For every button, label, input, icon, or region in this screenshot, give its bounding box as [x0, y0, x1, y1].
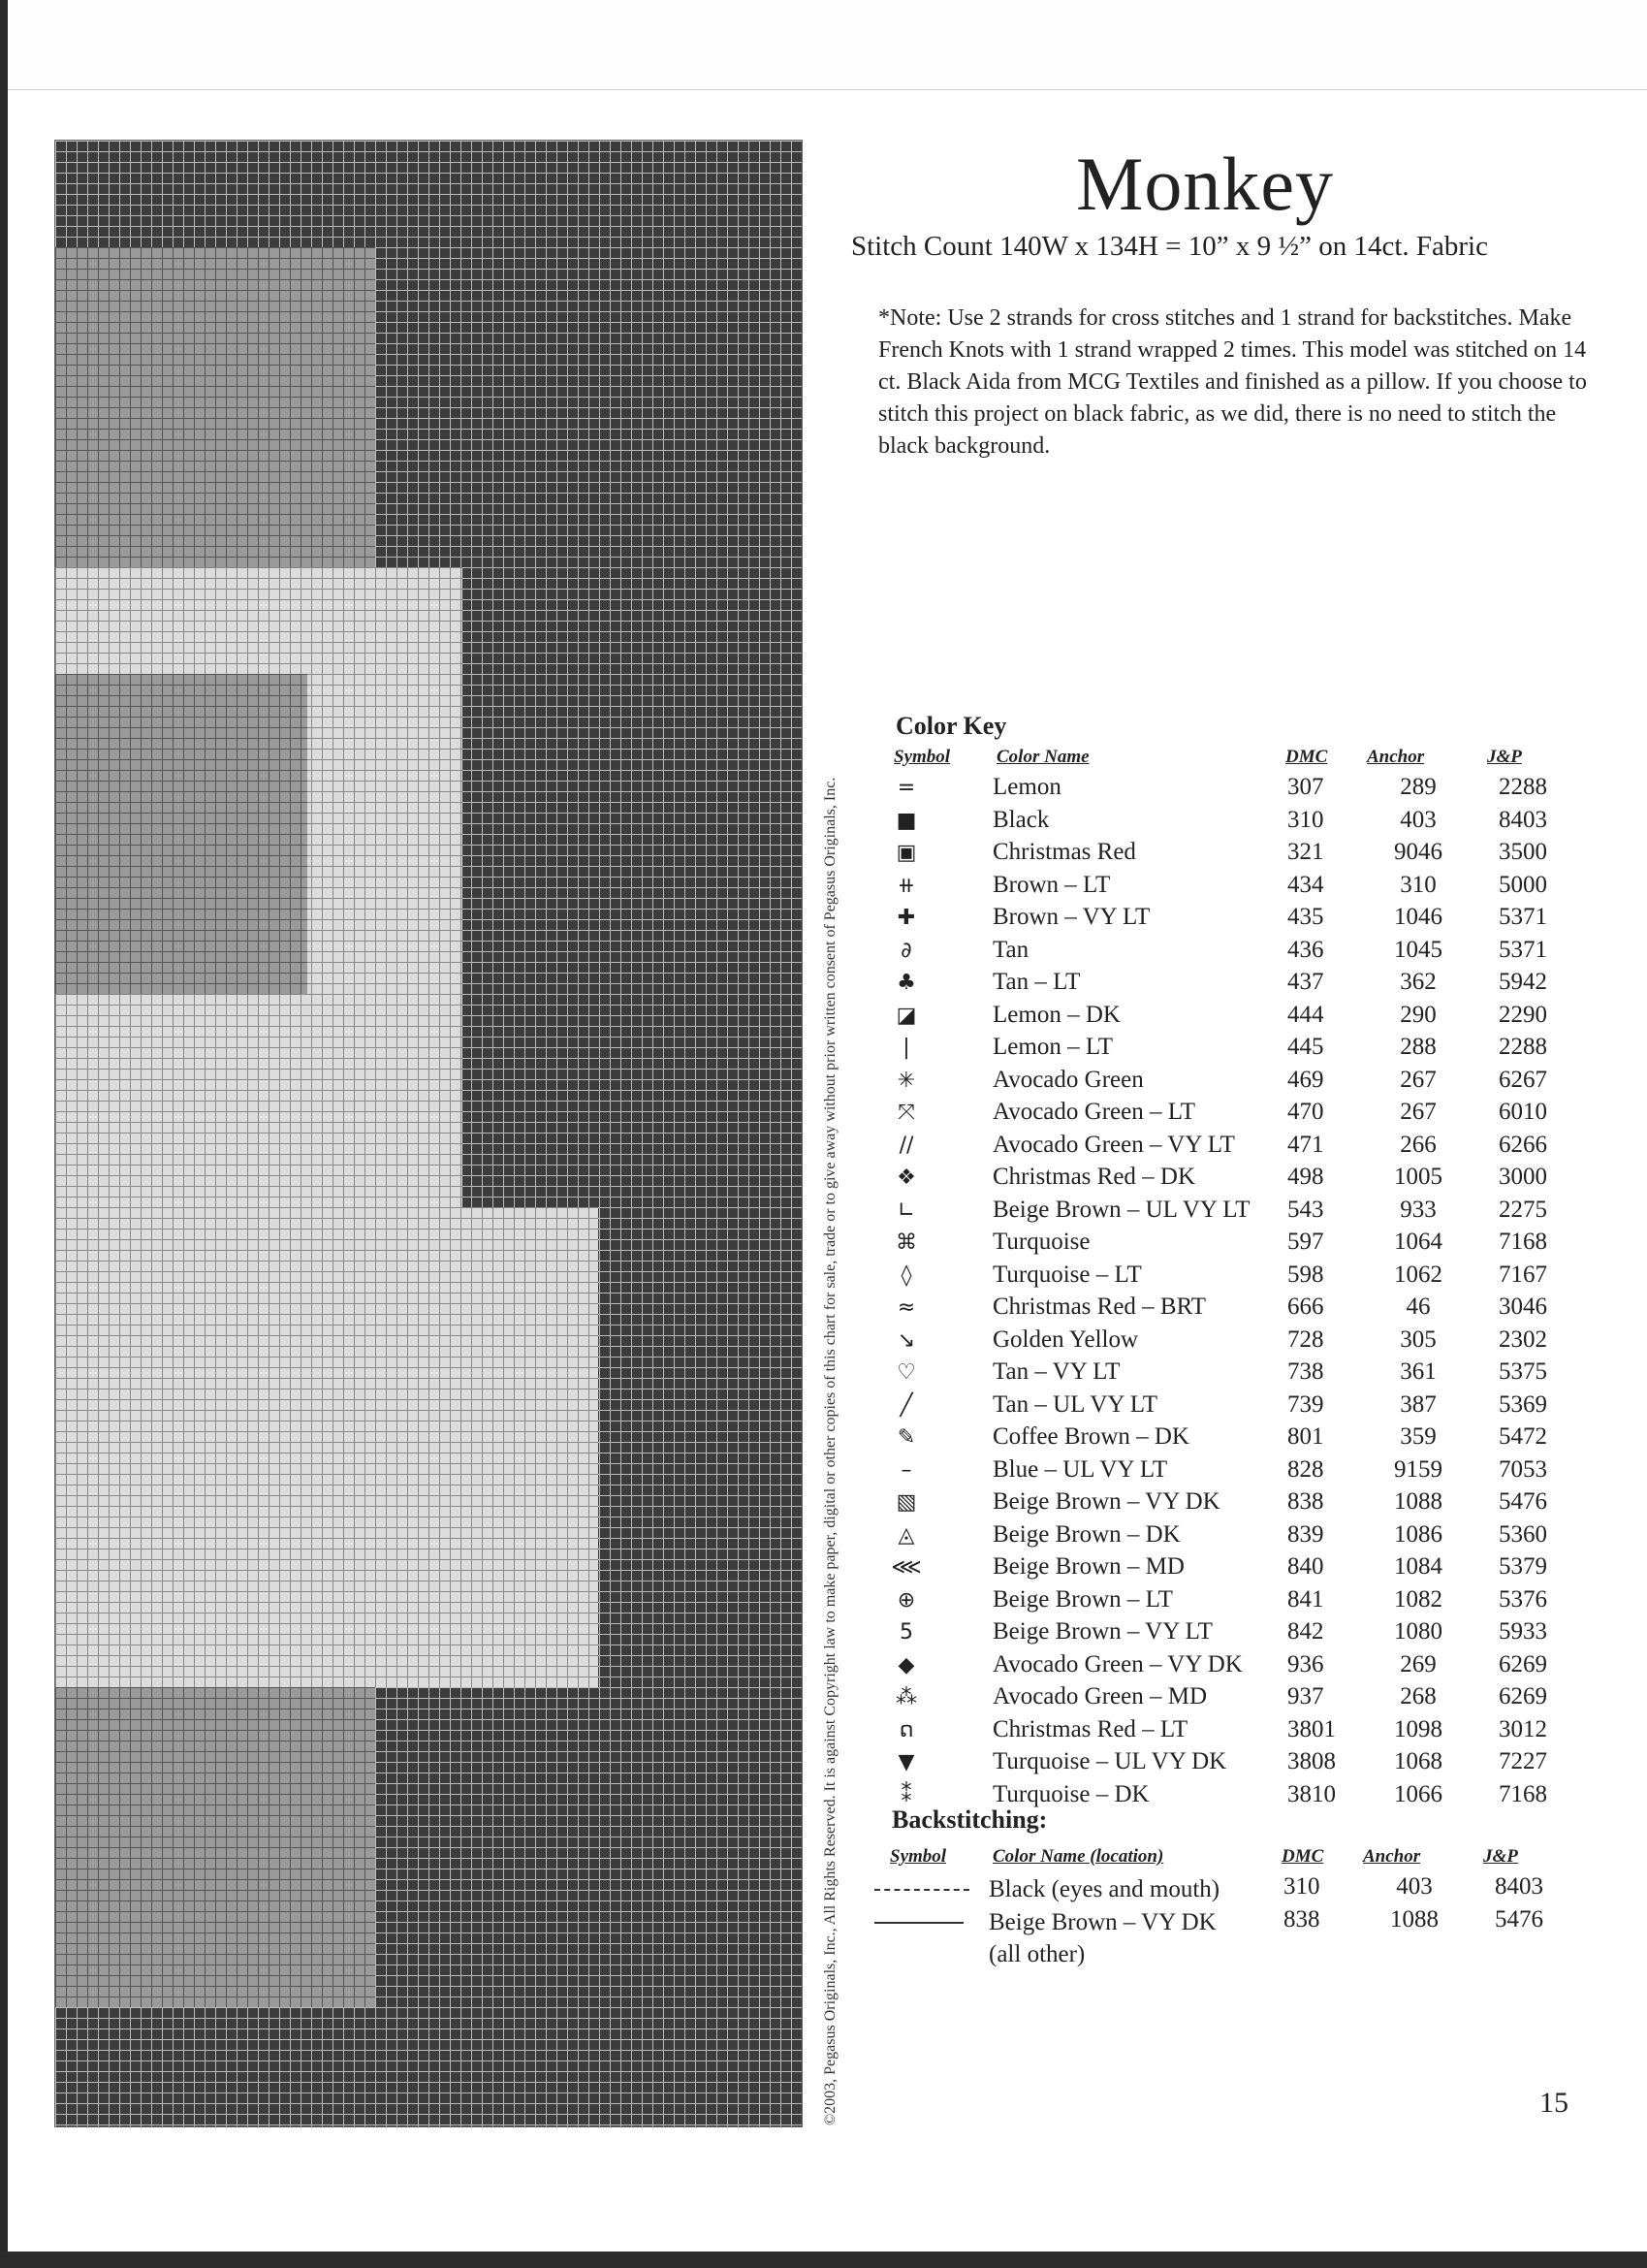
color-symbol-icon: ▣ [896, 841, 917, 865]
anchor-number: 269 [1400, 1650, 1437, 1677]
page-title: Monkey [1076, 142, 1334, 226]
copyright-notice: ©2003, Pegasus Originals, Inc., All Rights Reserved. It is against Copyright law to make paper, digital or other copies of this chart for sale, trade or to give away without prior written consent of Pegasus Originals, Inc. [822, 777, 839, 2125]
color-symbol-icon: ♡ [897, 1360, 916, 1385]
anchor-number: 310 [1400, 871, 1437, 898]
chart-arm-area [55, 1207, 598, 1687]
color-key-row [872, 807, 1570, 840]
color-name: Christmas Red – LT [993, 1715, 1188, 1742]
anchor-number: 359 [1400, 1423, 1437, 1450]
anchor-number: 362 [1400, 969, 1437, 995]
anchor-number: 289 [1400, 774, 1437, 800]
page-top-edge [0, 0, 1647, 90]
color-name: Beige Brown – MD [993, 1553, 1185, 1580]
color-name: Turquoise [993, 1229, 1091, 1255]
jp-number: 5369 [1499, 1390, 1547, 1418]
dmc-number: 498 [1287, 1164, 1324, 1190]
color-name: Beige Brown – VY LT [993, 1618, 1213, 1645]
color-symbol-icon: ↘ [897, 1327, 916, 1353]
chart-body-upper [55, 247, 375, 567]
color-symbol-icon: ≈ [897, 1295, 916, 1320]
color-symbol-icon: ✳ [897, 1068, 916, 1093]
color-symbol-icon: ◬ [898, 1522, 915, 1548]
dmc-number: 840 [1287, 1553, 1324, 1580]
jp-number: 3500 [1499, 839, 1547, 865]
jp-number: 6269 [1499, 1683, 1547, 1709]
backstitch-name-line1: Beige Brown – VY DK [989, 1909, 1217, 1935]
dmc-number: 936 [1287, 1650, 1324, 1677]
header-color-name: Color Name [997, 747, 1090, 767]
jp-number: 5379 [1499, 1553, 1547, 1580]
dmc-number: 543 [1287, 1196, 1324, 1223]
backstitch-name: Black (eyes and mouth) [989, 1876, 1220, 1902]
color-key-title: Color Key [896, 712, 1007, 740]
bs-header-dmc: DMC [1282, 1846, 1324, 1867]
color-symbol-icon: ▼ [898, 1750, 915, 1774]
dmc-number: 436 [1287, 936, 1324, 963]
jp-number: 2288 [1499, 1034, 1547, 1060]
color-key-row [872, 1164, 1570, 1197]
anchor-number: 288 [1400, 1034, 1437, 1060]
color-symbol-icon: ⌘ [896, 1230, 917, 1255]
color-name: Avocado Green [993, 1066, 1144, 1093]
chart-border-top [55, 141, 802, 247]
jp-number: 6269 [1499, 1650, 1547, 1677]
jp-number: 2290 [1499, 1001, 1547, 1028]
jp-number: 6267 [1499, 1066, 1547, 1093]
dmc-number: 841 [1287, 1585, 1324, 1613]
anchor-number: 1005 [1394, 1164, 1442, 1190]
jp-number: 5360 [1499, 1520, 1547, 1548]
dmc-number: 310 [1287, 806, 1324, 833]
dmc-number: 828 [1287, 1455, 1324, 1483]
anchor-number: 403 [1400, 806, 1437, 833]
anchor-number: 266 [1400, 1131, 1437, 1158]
color-symbol-icon: ⊕ [897, 1587, 916, 1613]
anchor-number: 1086 [1394, 1520, 1442, 1548]
color-key-row [872, 774, 1570, 807]
backstitch-name-line2: (all other) [989, 1941, 1086, 1967]
color-name: Brown – LT [993, 871, 1111, 898]
jp-number: 5472 [1499, 1423, 1547, 1450]
jp-number: 7168 [1499, 1780, 1547, 1807]
color-name: Brown – VY LT [993, 904, 1151, 930]
dmc-number: 739 [1287, 1390, 1324, 1418]
backstitch-anchor: 403 [1396, 1873, 1433, 1900]
dmc-number: 801 [1287, 1423, 1324, 1450]
jp-number: 3012 [1499, 1715, 1547, 1742]
anchor-number: 1064 [1394, 1229, 1442, 1255]
color-name: Coffee Brown – DK [993, 1423, 1189, 1450]
page-binding-edge [0, 0, 8, 2268]
bs-header-anchor: Anchor [1363, 1846, 1421, 1867]
backstitch-row [872, 1906, 1570, 1972]
color-key-row [872, 1456, 1570, 1489]
dmc-number: 307 [1287, 774, 1324, 800]
color-key-row [872, 1683, 1570, 1716]
dmc-number: 839 [1287, 1520, 1324, 1548]
color-key-row [872, 1618, 1570, 1651]
color-name: Christmas Red [993, 839, 1136, 865]
jp-number: 5375 [1499, 1358, 1547, 1385]
anchor-number: 9046 [1394, 839, 1442, 865]
dmc-number: 838 [1287, 1488, 1324, 1515]
anchor-number: 1045 [1394, 936, 1442, 963]
color-symbol-icon: ⁂ [896, 1685, 917, 1709]
dmc-number: 738 [1287, 1358, 1324, 1385]
jp-number: 2288 [1499, 774, 1547, 800]
backstitching-title: Backstitching: [892, 1805, 1048, 1834]
color-key-row [872, 937, 1570, 970]
anchor-number: 1080 [1394, 1618, 1442, 1645]
bs-header-color-name: Color Name (location) [993, 1846, 1164, 1867]
color-key-row [872, 1423, 1570, 1456]
anchor-number: 1062 [1394, 1261, 1442, 1288]
anchor-number: 290 [1400, 1001, 1437, 1028]
color-symbol-icon: ⁑ [901, 1782, 912, 1807]
color-key-row [872, 1034, 1570, 1067]
dmc-number: 598 [1287, 1261, 1324, 1288]
jp-number: 7227 [1499, 1748, 1547, 1774]
dmc-number: 3808 [1287, 1748, 1336, 1774]
anchor-number: 1068 [1394, 1748, 1442, 1774]
color-key-row [872, 1099, 1570, 1132]
color-name: Beige Brown – UL VY LT [993, 1196, 1251, 1223]
jp-number: 5476 [1499, 1488, 1547, 1515]
color-key-row [872, 1262, 1570, 1294]
dmc-number: 437 [1287, 969, 1324, 995]
header-dmc: DMC [1285, 747, 1328, 767]
color-name: Avocado Green – MD [993, 1683, 1207, 1709]
jp-number: 3046 [1499, 1294, 1547, 1320]
dmc-number: 434 [1287, 871, 1324, 898]
color-key-row [872, 872, 1570, 905]
anchor-number: 305 [1400, 1326, 1437, 1353]
color-symbol-icon: ∟ [897, 1198, 916, 1223]
color-symbol-icon: ⋘ [891, 1555, 922, 1580]
dmc-number: 445 [1287, 1034, 1324, 1060]
color-name: Tan [993, 936, 1029, 963]
color-symbol-icon: ✚ [897, 906, 916, 930]
jp-number: 2302 [1499, 1326, 1547, 1353]
color-symbol-icon: ∂ [901, 938, 912, 963]
color-key-row [872, 1391, 1570, 1424]
jp-number: 5000 [1499, 871, 1547, 898]
color-name: Avocado Green – VY DK [993, 1650, 1243, 1677]
color-symbol-icon: ♣ [897, 971, 916, 995]
jp-number: 7167 [1499, 1261, 1547, 1288]
color-name: Christmas Red – DK [993, 1164, 1196, 1190]
color-name: Blue – UL VY LT [993, 1455, 1168, 1483]
chart-border-bottom [55, 2007, 802, 2126]
dmc-number: 435 [1287, 904, 1324, 930]
color-key-row [872, 1326, 1570, 1359]
color-name: Lemon [993, 774, 1061, 800]
color-symbol-icon: ❖ [897, 1166, 916, 1190]
color-key-row [872, 1132, 1570, 1165]
color-symbol-icon: ⧺ [897, 873, 916, 898]
color-name: Beige Brown – VY DK [993, 1488, 1220, 1515]
dmc-number: 321 [1287, 839, 1324, 865]
color-name: Lemon – DK [993, 1001, 1121, 1028]
color-symbol-icon: – [901, 1457, 912, 1483]
dmc-number: 3801 [1287, 1715, 1336, 1742]
anchor-number: 361 [1400, 1358, 1437, 1385]
jp-number: 5376 [1499, 1585, 1547, 1613]
bs-header-symbol: Symbol [890, 1846, 947, 1867]
color-symbol-icon: = [897, 776, 916, 800]
color-name: Tan – UL VY LT [993, 1390, 1157, 1418]
dmc-number: 597 [1287, 1229, 1324, 1255]
dmc-number: 469 [1287, 1066, 1324, 1093]
color-key-row [872, 1553, 1570, 1586]
color-name: Turquoise – DK [993, 1780, 1150, 1807]
color-key-row [872, 1229, 1570, 1262]
color-symbol-icon: ◪ [896, 1003, 917, 1028]
anchor-number: 46 [1406, 1294, 1431, 1320]
color-key-row [872, 1651, 1570, 1684]
color-name: Beige Brown – DK [993, 1520, 1181, 1548]
jp-number: 5933 [1499, 1618, 1547, 1645]
stitching-note: *Note: Use 2 strands for cross stitches and 1 strand for backstitches. Make French Knots with 1 strand wrapped 2 times. This model was stitched on 14 ct. Black Aida from MCG Textiles and finished as a pillow. If you choose to stitch this project on black fabric, as we did, there is no need to stitch the black background. [878, 305, 1587, 459]
color-symbol-icon: ◊ [901, 1262, 912, 1288]
dmc-number: 666 [1287, 1294, 1324, 1320]
color-symbol-icon: ◆ [898, 1652, 915, 1677]
jp-number: 7168 [1499, 1229, 1547, 1255]
color-name: Lemon – LT [993, 1034, 1114, 1060]
chart-body-lower [55, 1687, 375, 2007]
color-name: Tan – VY LT [993, 1358, 1121, 1385]
jp-number: 5371 [1499, 904, 1547, 930]
jp-number: 5371 [1499, 936, 1547, 963]
dmc-number: 470 [1287, 1099, 1324, 1125]
stitch-pattern-chart [54, 140, 803, 2127]
page-bottom-edge [0, 2252, 1647, 2268]
color-key-row [872, 1197, 1570, 1230]
color-symbol-icon: ດ [899, 1717, 914, 1742]
bs-header-jp: J&P [1483, 1846, 1518, 1867]
color-key-row [872, 1716, 1570, 1749]
solid-line-symbol [874, 1922, 964, 1924]
color-symbol-icon: ⤧ [898, 1101, 915, 1125]
color-symbol-icon: // [899, 1133, 914, 1158]
anchor-number: 1066 [1394, 1780, 1442, 1807]
header-anchor: Anchor [1367, 747, 1425, 767]
anchor-number: 1082 [1394, 1585, 1442, 1613]
dashed-line-symbol [874, 1889, 969, 1891]
anchor-number: 1084 [1394, 1553, 1442, 1580]
color-symbol-icon: ╱ [900, 1392, 913, 1418]
color-key-row [872, 1067, 1570, 1100]
dmc-number: 444 [1287, 1001, 1324, 1028]
anchor-number: 267 [1400, 1066, 1437, 1093]
color-name: Turquoise – UL VY DK [993, 1748, 1227, 1774]
color-key-row [872, 1748, 1570, 1781]
anchor-number: 268 [1400, 1683, 1437, 1709]
color-name: Turquoise – LT [993, 1261, 1142, 1288]
backstitch-jp: 5476 [1495, 1906, 1543, 1933]
backstitch-jp: 8403 [1495, 1873, 1543, 1900]
backstitch-name [989, 1906, 1217, 1970]
chart-leaves-area [55, 674, 307, 994]
dmc-number: 728 [1287, 1326, 1324, 1353]
backstitch-row [872, 1873, 1570, 1906]
color-name: Tan – LT [993, 969, 1081, 995]
color-key-row [872, 1586, 1570, 1619]
anchor-number: 1088 [1394, 1488, 1442, 1515]
jp-number: 3000 [1499, 1164, 1547, 1190]
color-key-row [872, 1294, 1570, 1326]
color-name: Christmas Red – BRT [993, 1294, 1207, 1320]
color-symbol-icon: ▧ [896, 1490, 917, 1515]
color-key-row [872, 1002, 1570, 1035]
backstitch-dmc: 310 [1283, 1873, 1320, 1900]
color-name: Avocado Green – LT [993, 1099, 1195, 1125]
color-symbol-icon: | [903, 1036, 910, 1060]
dmc-number: 3810 [1287, 1780, 1336, 1807]
color-name: Beige Brown – LT [993, 1585, 1173, 1613]
stitch-count: Stitch Count 140W x 134H = 10” x 9 ½” on 14ct. Fabric [851, 231, 1488, 262]
color-symbol-icon: 5 [900, 1620, 913, 1645]
header-jp: J&P [1487, 747, 1522, 767]
color-name: Avocado Green – VY LT [993, 1131, 1235, 1158]
page-number: 15 [1539, 2087, 1568, 2119]
color-name: Golden Yellow [993, 1326, 1139, 1353]
anchor-number: 1098 [1394, 1715, 1442, 1742]
dmc-number: 471 [1287, 1131, 1324, 1158]
jp-number: 6010 [1499, 1099, 1547, 1125]
backstitch-anchor: 1088 [1390, 1906, 1439, 1933]
dmc-number: 937 [1287, 1683, 1324, 1709]
dmc-number: 842 [1287, 1618, 1324, 1645]
jp-number: 5942 [1499, 969, 1547, 995]
jp-number: 2275 [1499, 1196, 1547, 1223]
color-key-row [872, 1358, 1570, 1391]
anchor-number: 387 [1400, 1390, 1437, 1418]
color-symbol-icon: ✎ [897, 1425, 916, 1450]
color-name: Black [993, 806, 1050, 833]
jp-number: 6266 [1499, 1131, 1547, 1158]
color-key-row [872, 1488, 1570, 1521]
color-key-row [872, 1521, 1570, 1554]
color-symbol-icon: ■ [896, 808, 917, 833]
color-key-row [872, 904, 1570, 937]
jp-number: 8403 [1499, 806, 1547, 833]
anchor-number: 9159 [1394, 1455, 1442, 1483]
anchor-number: 267 [1400, 1099, 1437, 1125]
color-key-row [872, 839, 1570, 872]
header-symbol: Symbol [894, 747, 951, 767]
anchor-number: 1046 [1394, 904, 1442, 930]
color-key-row [872, 969, 1570, 1002]
jp-number: 7053 [1499, 1455, 1547, 1483]
anchor-number: 933 [1400, 1196, 1437, 1223]
backstitch-dmc: 838 [1283, 1906, 1320, 1933]
